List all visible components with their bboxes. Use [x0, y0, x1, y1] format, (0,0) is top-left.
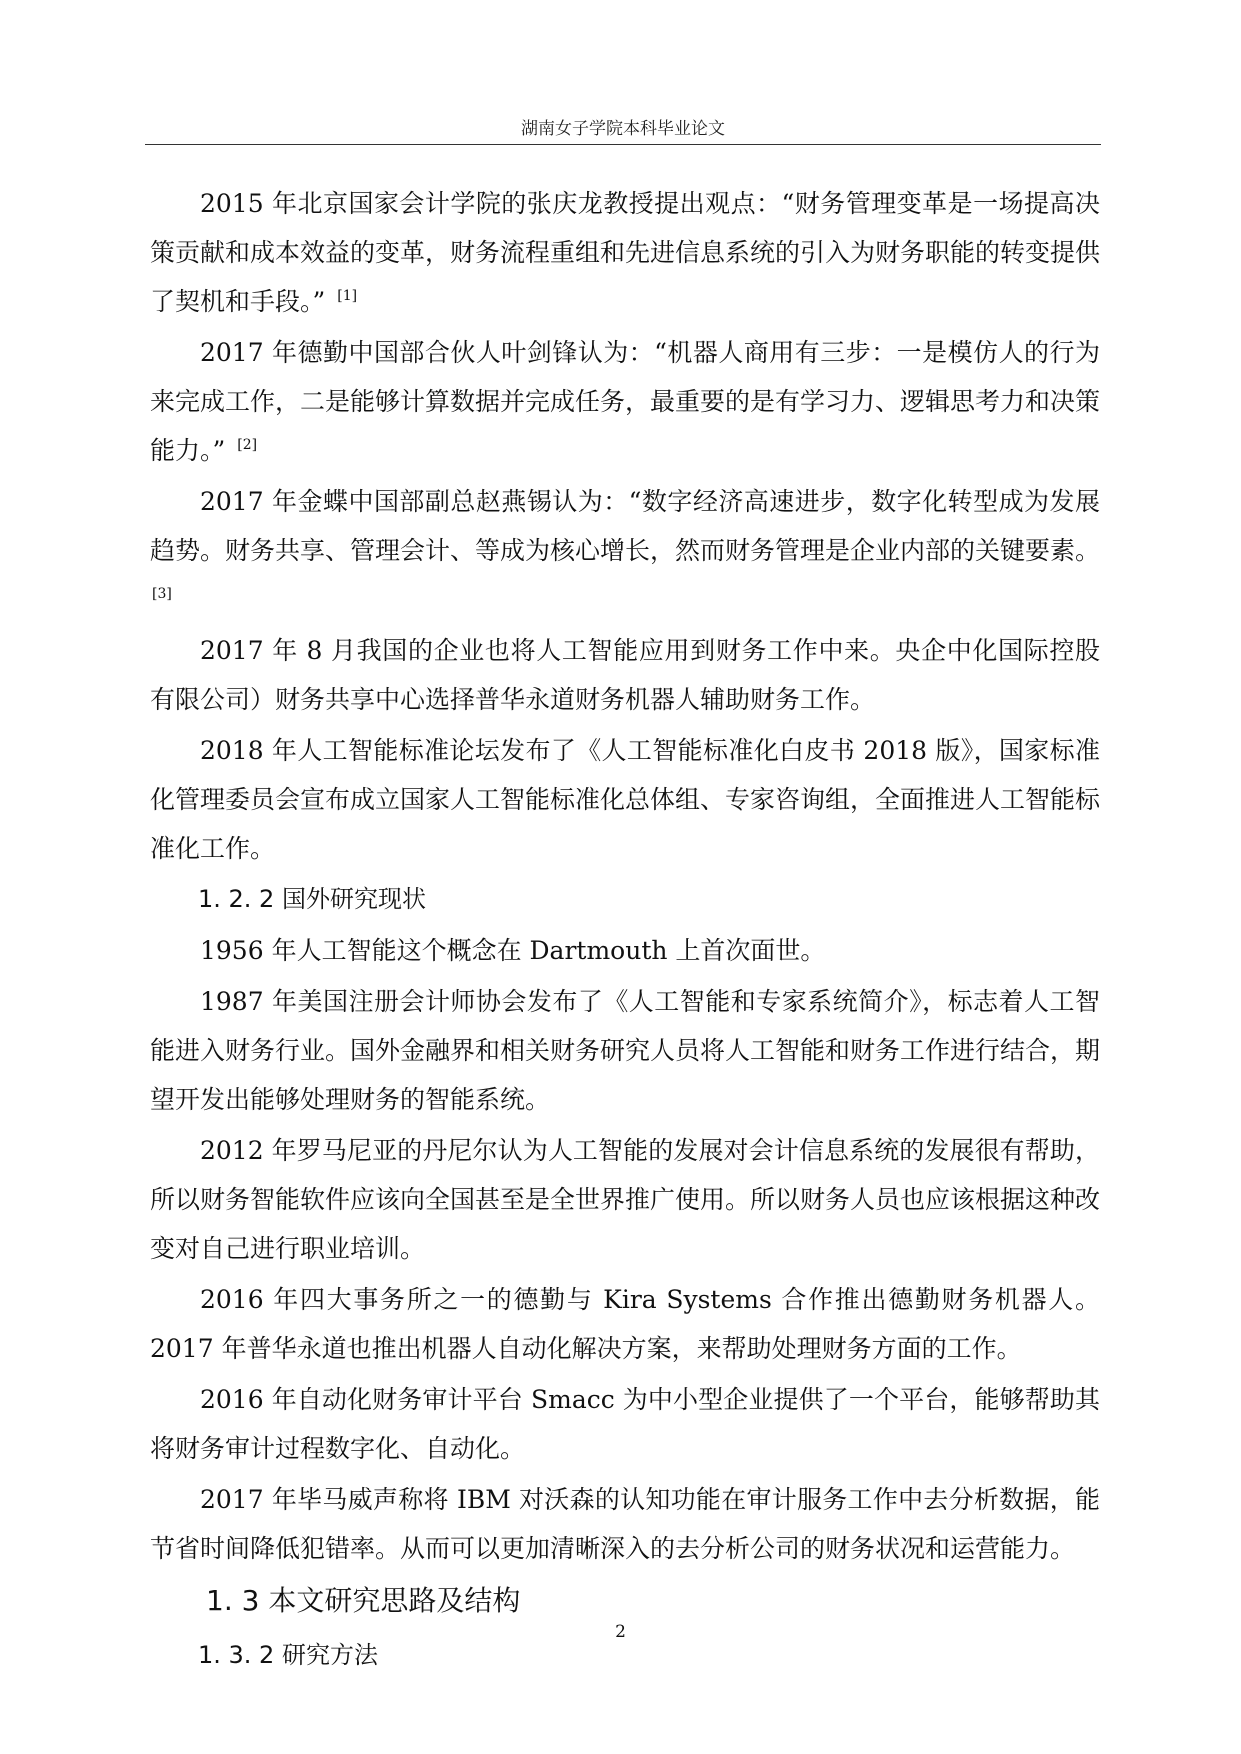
paragraph — [150, 328, 1100, 475]
page-body — [150, 179, 1100, 1682]
citation: [2] — [237, 437, 258, 453]
section-heading-1-3: 1. 3 本文研究思路及结构 — [206, 1584, 521, 1617]
paragraph: 2017 年 8 月我国的企业也将人工智能应用到财务工作中来。央企中化国际控股有限公司）财务共享中心选择普华永道财务机器人辅助财务工作。 — [150, 636, 1100, 714]
citation: [3] — [152, 586, 172, 602]
paragraph: 2017 年毕马威声称将 IBM 对沃森的认知功能在审计服务工作中去分析数据，能节省时间降低犯错率。从而可以更加清晰深入的去分析公司的财务状况和运营能力。 — [150, 1485, 1100, 1563]
citation: [1] — [337, 288, 358, 304]
paragraph-text: 2015 年北京国家会计学院的张庆龙教授提出观点：“财务管理变革是一场提高决策贡献和成本效益的变革，财务流程重组和先进信息系统的引入为财务职能的转变提供了契机和手段。” — [150, 189, 1101, 316]
paragraph: 2016 年四大事务所之一的德勤与 Kira Systems 合作推出德勤财务机器人。 2017 年普华永道也推出机器人自动化解决方案，来帮助处理财务方面的工作。 — [150, 1285, 1100, 1363]
paragraph-text: 2017 年金蝶中国部副总赵燕锡认为：“数字经济高速进步，数字化转型成为发展趋势。财务共享、管理会计、等成为核心增长，然而财务管理是企业内部的关键要素。 — [150, 487, 1101, 565]
page-number: 2 — [615, 1622, 626, 1642]
paragraph — [150, 477, 1100, 624]
section-heading-1-2-2: 1. 2. 2 国外研究现状 — [198, 885, 426, 913]
paragraph: 2016 年自动化财务审计平台 Smacc 为中小型企业提供了一个平台，能够帮助其将财务审计过程数字化、自动化。 — [150, 1385, 1100, 1463]
paragraph: 2012 年罗马尼亚的丹尼尔认为人工智能的发展对会计信息系统的发展很有帮助，所以财务智能软件应该向全国甚至是全世界推广使用。所以财务人员也应该根据这种改变对自己进行职业培训。 — [150, 1136, 1101, 1263]
paragraph: 1987 年美国注册会计师协会发布了《人工智能和专家系统简介》，标志着人工智能进入财务行业。国外金融界和相关财务研究人员将人工智能和财务工作进行结合，期望开发出能够处理财务的智能系统。 — [150, 987, 1101, 1114]
paragraph: 1956 年人工智能这个概念在 Dartmouth 上首次面世。 — [200, 936, 826, 965]
paragraph — [150, 179, 1100, 326]
running-header: 湖南女子学院本科毕业论文 — [521, 119, 725, 139]
paragraph-text: 2017 年德勤中国部合伙人叶剑锋认为：“机器人商用有三步：一是模仿人的行为来完成工作，二是能够计算数据并完成任务，最重要的是有学习力、逻辑思考力和决策能力。” — [150, 338, 1101, 465]
paragraph: 2018 年人工智能标准论坛发布了《人工智能标准化白皮书 2018 版》，国家标准化管理委员会宣布成立国家人工智能标准化总体组、专家咨询组，全面推进人工智能标准化工作。 — [150, 736, 1101, 863]
section-heading-1-3-2: 1. 3. 2 研究方法 — [198, 1641, 378, 1669]
header-rule — [145, 144, 1101, 145]
